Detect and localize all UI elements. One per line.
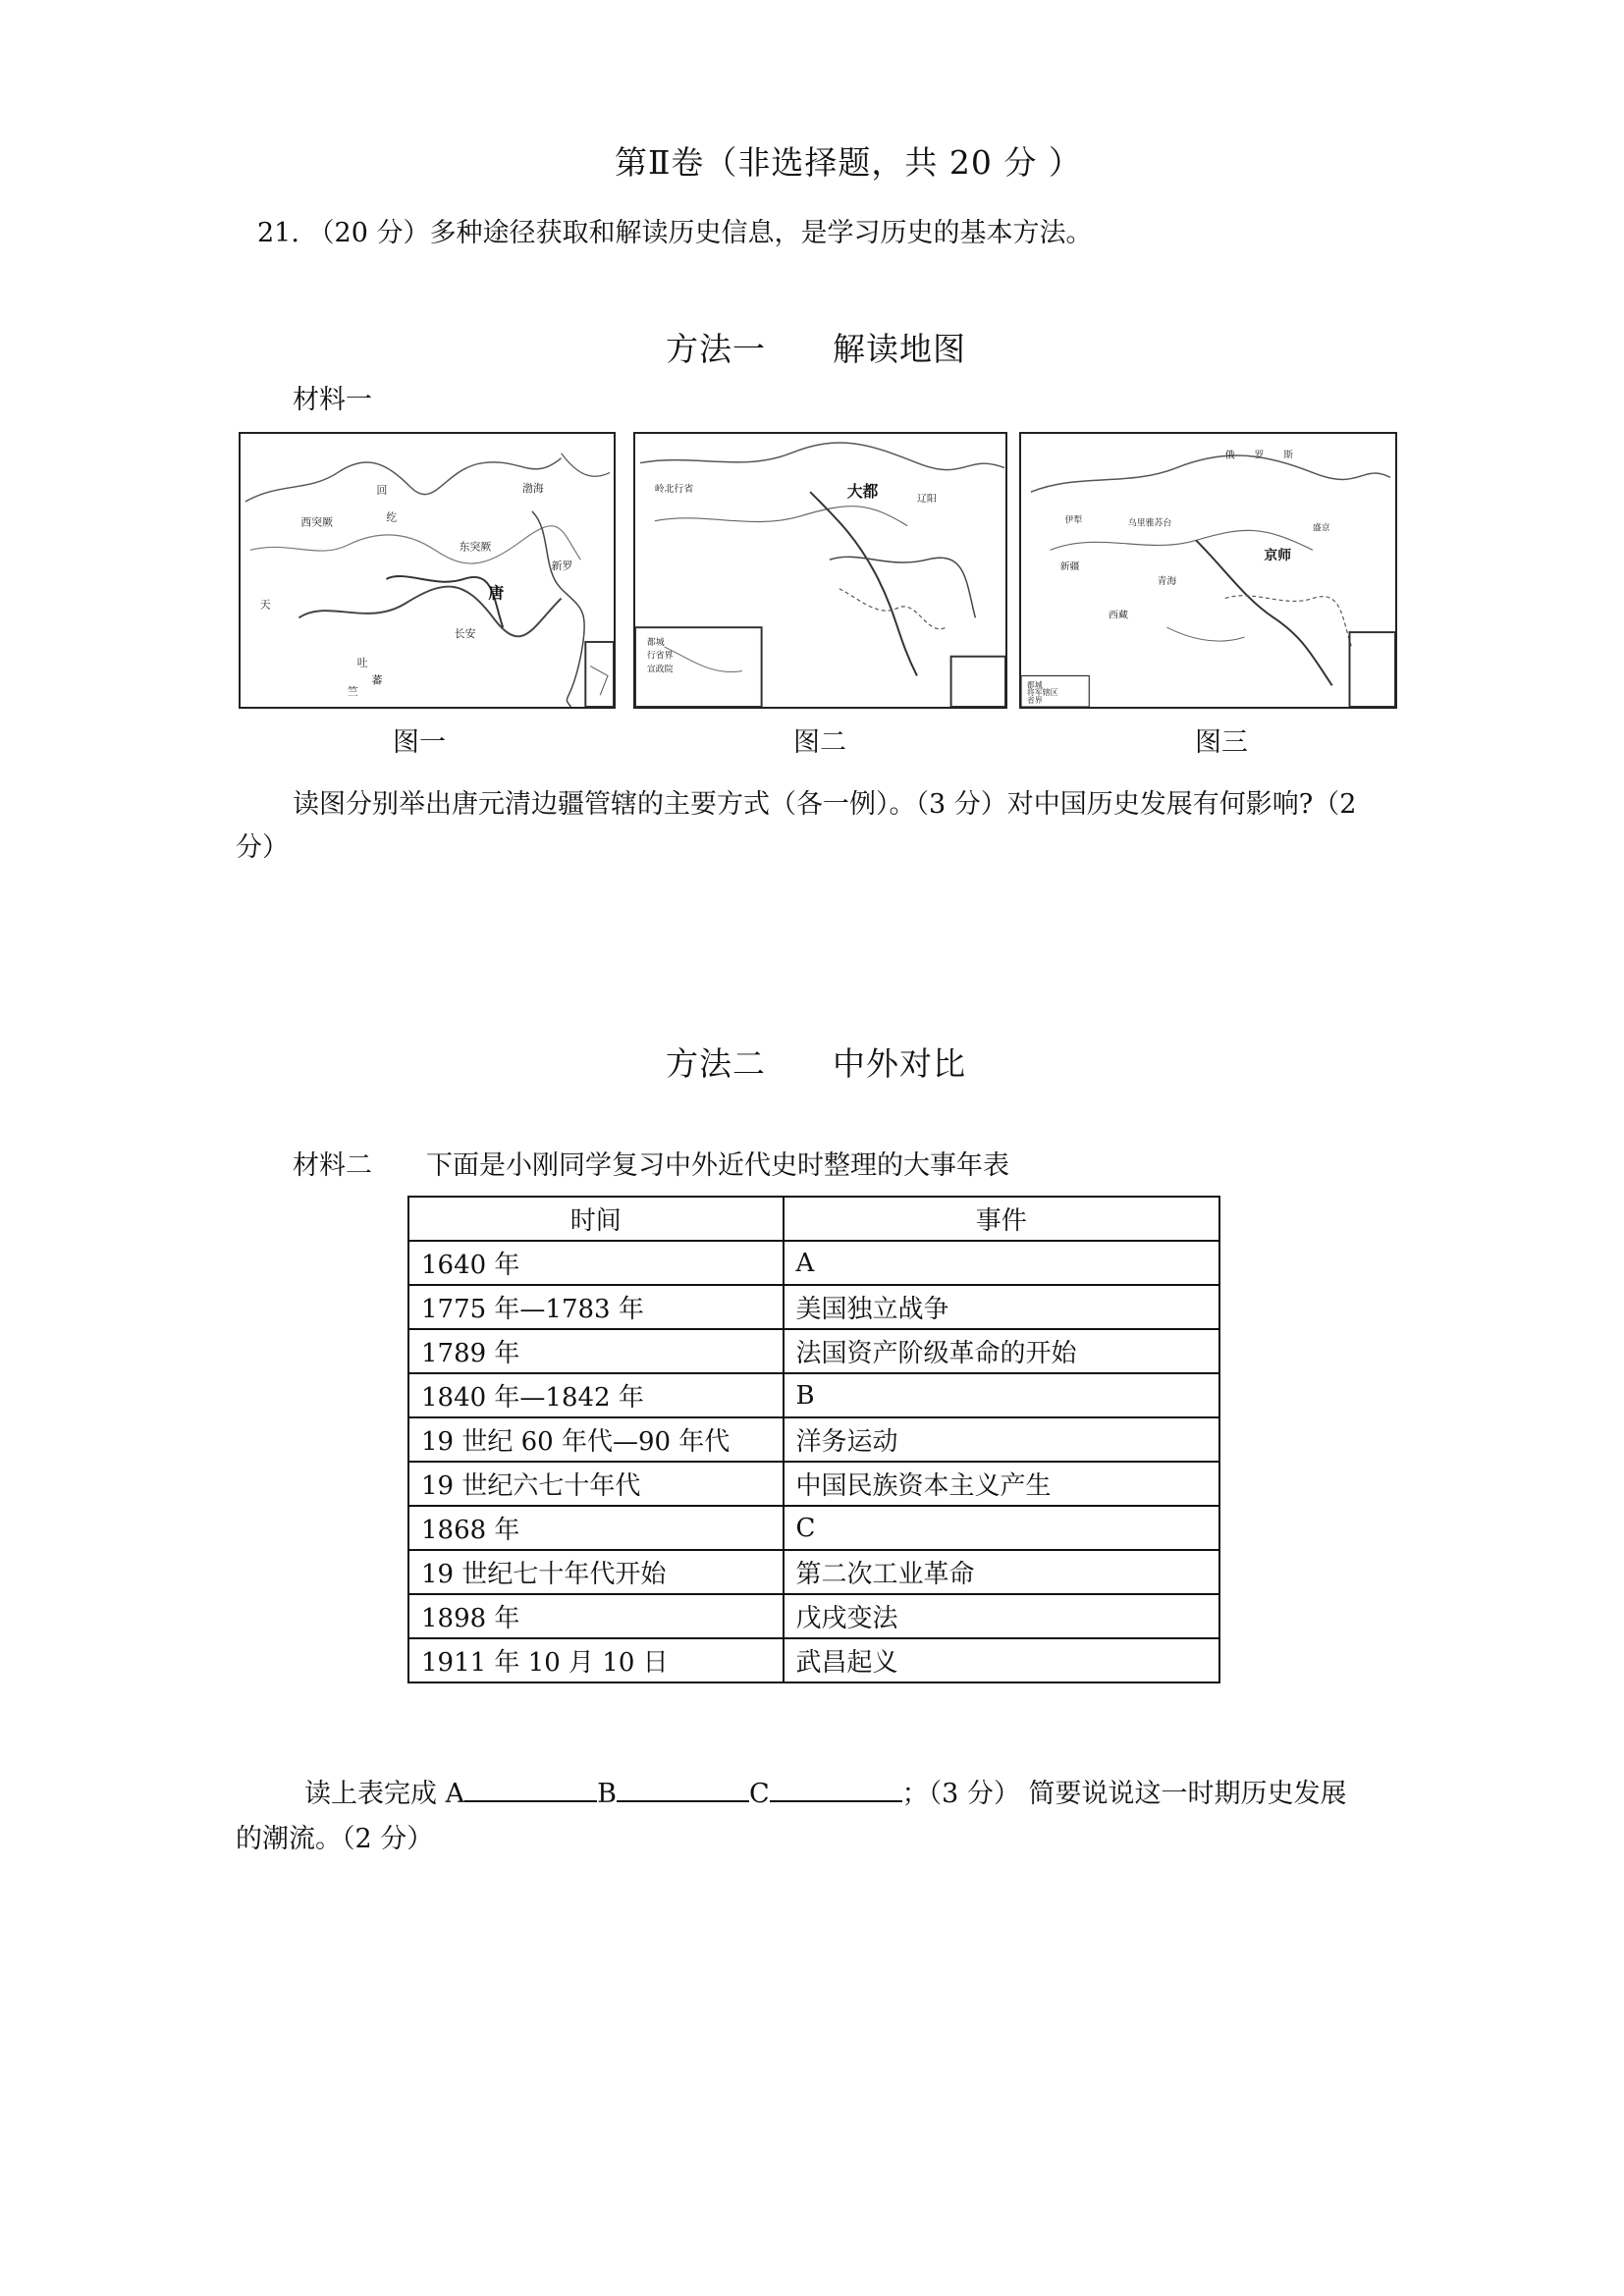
table-row xyxy=(408,1329,1219,1373)
cell-time: 1840 年—1842 年 xyxy=(408,1373,784,1417)
table-row xyxy=(408,1285,1219,1329)
method2-question-line1 xyxy=(304,1767,1346,1822)
svg-text:行省界: 行省界 xyxy=(646,651,674,662)
blank-a[interactable] xyxy=(464,1779,597,1802)
material2-text: 下面是小刚同学复习中外近代史时整理的大事年表 xyxy=(426,1150,1009,1181)
method1-question-line1: 读图分别举出唐元清边疆管辖的主要方式（各一例）。（3 分）对中国历史发展有何影响?（2 xyxy=(293,789,1357,820)
method1-title: 方法一 解读地图 xyxy=(666,330,966,368)
svg-text:俄: 俄 xyxy=(1224,450,1235,461)
svg-text:罗: 罗 xyxy=(1254,450,1265,461)
method2-question-line2: 的潮流。（2 分） xyxy=(236,1824,434,1854)
svg-text:渤海: 渤海 xyxy=(521,482,544,496)
map3-caption: 图三 xyxy=(1195,727,1248,758)
svg-text:都城: 都城 xyxy=(1026,680,1043,690)
svg-text:将军辖区: 将军辖区 xyxy=(1026,688,1058,698)
svg-text:岭北行省: 岭北行省 xyxy=(654,484,694,496)
cell-event: 中国民族资本主义产生 xyxy=(784,1462,1219,1506)
map-tang xyxy=(239,432,616,709)
cell-event: A xyxy=(784,1241,1219,1285)
cell-event: C xyxy=(784,1506,1219,1550)
cell-time: 1640 年 xyxy=(408,1241,784,1285)
cell-time: 19 世纪六七十年代 xyxy=(408,1462,784,1506)
svg-text:竺: 竺 xyxy=(347,685,358,699)
table-row xyxy=(408,1241,1219,1285)
svg-text:蕃: 蕃 xyxy=(371,673,383,687)
svg-text:京师: 京师 xyxy=(1264,548,1292,564)
map1-label: 回 xyxy=(376,484,388,498)
svg-text:乌里雅苏台: 乌里雅苏台 xyxy=(1127,518,1172,529)
cell-event: 武昌起义 xyxy=(784,1638,1219,1682)
table-row xyxy=(408,1550,1219,1594)
material2-label: 材料二 xyxy=(293,1150,372,1181)
cell-time: 1775 年—1783 年 xyxy=(408,1285,784,1329)
cell-event: 洋务运动 xyxy=(784,1417,1219,1462)
cell-time: 1898 年 xyxy=(408,1594,784,1638)
map1-caption: 图一 xyxy=(393,727,446,758)
svg-text:西突厥: 西突厥 xyxy=(300,515,334,529)
material1-label: 材料一 xyxy=(293,385,372,415)
svg-text:都城: 都城 xyxy=(646,637,665,648)
blank-c[interactable] xyxy=(770,1779,902,1802)
method1-question-line2: 分） xyxy=(236,832,289,863)
map2-caption: 图二 xyxy=(793,727,846,758)
svg-text:东突厥: 东突厥 xyxy=(459,540,492,554)
q-c: C xyxy=(748,1779,770,1809)
svg-text:纥: 纥 xyxy=(386,510,398,524)
cell-time: 1789 年 xyxy=(408,1329,784,1373)
cell-time: 19 世纪七十年代开始 xyxy=(408,1550,784,1594)
svg-text:青海: 青海 xyxy=(1157,575,1177,587)
table-row xyxy=(408,1462,1219,1506)
method2-title: 方法二 中外对比 xyxy=(666,1044,966,1083)
svg-text:新疆: 新疆 xyxy=(1059,561,1080,573)
svg-text:省界: 省界 xyxy=(1026,696,1043,706)
q-suffix: ；（3 分） 简要说说这一时期历史发展 xyxy=(901,1779,1347,1809)
svg-text:吐: 吐 xyxy=(356,656,368,669)
svg-text:宣政院: 宣政院 xyxy=(646,665,674,675)
svg-text:新罗: 新罗 xyxy=(551,560,573,573)
svg-text:天: 天 xyxy=(259,598,271,612)
table-row xyxy=(408,1417,1219,1462)
cell-event: 法国资产阶级革命的开始 xyxy=(784,1329,1219,1373)
header-event: 事件 xyxy=(784,1197,1219,1241)
table-row xyxy=(408,1638,1219,1682)
header-time: 时间 xyxy=(408,1197,784,1241)
events-table xyxy=(407,1196,1220,1683)
map-yuan xyxy=(633,432,1007,709)
svg-text:辽阳: 辽阳 xyxy=(916,494,937,506)
table-row xyxy=(408,1373,1219,1417)
q-prefix: 读上表完成 A xyxy=(304,1779,465,1809)
cell-time: 19 世纪 60 年代—90 年代 xyxy=(408,1417,784,1462)
svg-text:斯: 斯 xyxy=(1283,450,1294,461)
table-header-row xyxy=(408,1197,1219,1241)
cell-time: 1868 年 xyxy=(408,1506,784,1550)
svg-text:长安: 长安 xyxy=(454,627,476,641)
cell-time: 1911 年 10 月 10 日 xyxy=(408,1638,784,1682)
q-b: B xyxy=(597,1779,617,1809)
blank-b[interactable] xyxy=(617,1779,749,1802)
table-row xyxy=(408,1594,1219,1638)
map-qing xyxy=(1019,432,1397,709)
svg-text:唐: 唐 xyxy=(488,583,505,603)
part-title: 第Ⅱ卷（非选择题，共 20 分 ） xyxy=(615,143,1082,182)
svg-text:大都: 大都 xyxy=(846,482,879,502)
svg-text:盛京: 盛京 xyxy=(1312,523,1330,534)
cell-event: B xyxy=(784,1373,1219,1417)
cell-event: 美国独立战争 xyxy=(784,1285,1219,1329)
cell-event: 戊戌变法 xyxy=(784,1594,1219,1638)
table-row xyxy=(408,1506,1219,1550)
cell-event: 第二次工业革命 xyxy=(784,1550,1219,1594)
question-21-stem: 21. （20 分）多种途径获取和解读历史信息，是学习历史的基本方法。 xyxy=(257,218,1093,248)
svg-text:西藏: 西藏 xyxy=(1109,610,1128,621)
svg-text:伊犁: 伊犁 xyxy=(1064,515,1083,526)
